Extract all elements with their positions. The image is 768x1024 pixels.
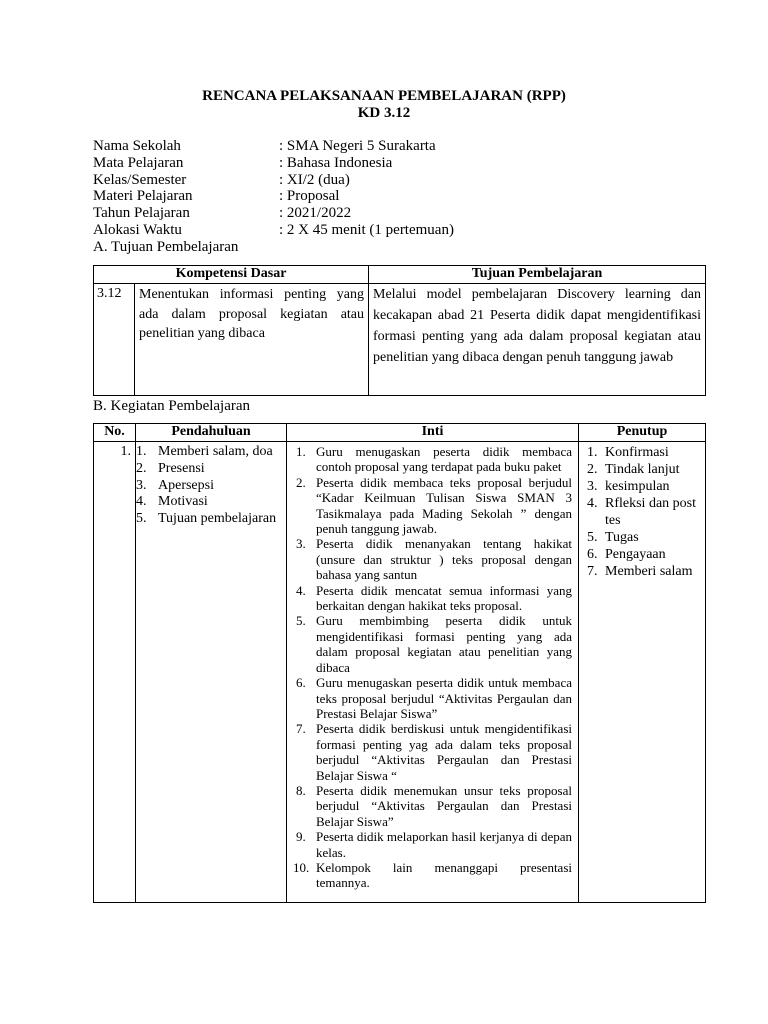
- list-item: [293, 721, 572, 783]
- list-item: [293, 444, 572, 475]
- list-text: Peserta didik menanyakan tentang hakikat (unsure dan struktur ) teks proposal dengan bahasa yang santun: [316, 536, 572, 583]
- identity-value: : SMA Negeri 5 Surakarta: [279, 138, 436, 154]
- list-number: 4.: [296, 582, 306, 598]
- list-text: Tindak lanjut: [605, 462, 680, 477]
- penutup-cell: [579, 442, 706, 903]
- list-item: [293, 675, 572, 721]
- list-item: [585, 478, 701, 495]
- list-number: 5.: [136, 511, 147, 527]
- learning-activities-table: [93, 423, 706, 903]
- list-number: 4.: [136, 494, 147, 510]
- list-number: 2.: [136, 460, 147, 476]
- column-header-no: No.: [94, 424, 136, 442]
- column-header-penutup: Penutup: [579, 424, 706, 442]
- list-text: Guru membimbing peserta didik untuk mengidentifikasi formasi penting yang ada dalam proposal kegiatan atau penelitian yang dibaca: [316, 613, 572, 675]
- list-item: [293, 613, 572, 675]
- list-item: [136, 444, 286, 461]
- identity-label: Tahun Pelajaran: [93, 205, 190, 222]
- section-a-heading: A. Tujuan Pembelajaran: [93, 239, 239, 255]
- list-number: 3.: [587, 479, 598, 494]
- list-text: Kelompok lain menanggapi presentasi temannya.: [316, 859, 572, 891]
- list-text: Presensi: [158, 460, 205, 476]
- column-header-pendahuluan: Pendahuluan: [136, 424, 287, 442]
- identity-label: Mata Pelajaran: [93, 154, 184, 171]
- list-item: [293, 783, 572, 829]
- list-item: [293, 536, 572, 582]
- list-text: Memberi salam, doa: [158, 444, 273, 459]
- table-header-row: [94, 424, 706, 442]
- list-text: Tujuan pembelajaran: [158, 511, 277, 527]
- list-number: 1.: [587, 445, 598, 460]
- list-number: 6.: [296, 675, 306, 691]
- identity-value: : 2 X 45 menit (1 pertemuan): [279, 221, 454, 238]
- identity-value: : Bahasa Indonesia: [279, 154, 393, 171]
- list-item: [293, 829, 572, 860]
- pendahuluan-list: [136, 444, 286, 528]
- penutup-list: [585, 444, 701, 580]
- list-item: [585, 563, 701, 580]
- list-item: [293, 475, 572, 537]
- list-text: Apersepsi: [158, 477, 214, 493]
- kd-text: Menentukan informasi penting yang ada dalam proposal kegiatan atau penelitian yang dibaca: [139, 287, 365, 341]
- list-number: 3.: [136, 477, 147, 493]
- list-item: [293, 583, 572, 614]
- list-number: 1.: [136, 444, 147, 459]
- column-header-inti: Inti: [287, 424, 579, 442]
- list-number: 4.: [587, 496, 598, 511]
- inti-cell: [287, 442, 579, 903]
- list-item: [293, 860, 572, 891]
- list-number: 7.: [296, 721, 306, 737]
- list-item: [136, 494, 286, 511]
- list-number: 9.: [296, 829, 306, 845]
- list-text: Guru menugaskan peserta didik untuk membaca teks proposal berjudul “Aktivitas Pergaulan dan Prestasi Belajar Siswa”: [316, 675, 572, 721]
- table-row: [94, 284, 706, 396]
- list-text: Peserta didik mencatat semua informasi yang berkaitan dengan hakikat teks proposal.: [316, 582, 572, 614]
- identity-value: : Proposal: [279, 188, 340, 205]
- list-number: 3.: [296, 536, 306, 552]
- table-header-row: [94, 266, 706, 284]
- list-item: [136, 478, 286, 495]
- list-text: Rfleksi dan post tes: [605, 496, 696, 528]
- list-number: 5.: [587, 530, 598, 545]
- list-number: 6.: [587, 547, 598, 562]
- section-b-heading: B. Kegiatan Pembelajaran: [93, 398, 251, 414]
- list-number: 8.: [296, 782, 306, 798]
- column-header-tujuan-pembelajaran: Tujuan Pembelajaran: [369, 266, 706, 284]
- list-item: [136, 511, 286, 528]
- list-text: Konfirmasi: [605, 445, 669, 460]
- identity-value: : XI/2 (dua): [279, 171, 350, 188]
- identity-label: Nama Sekolah: [93, 138, 181, 154]
- kd-description: [135, 284, 369, 396]
- list-item: [585, 461, 701, 478]
- learning-objectives-table: [93, 265, 706, 396]
- list-number: 5.: [296, 613, 306, 629]
- kd-number: 3.12: [94, 284, 135, 396]
- document-title: RENCANA PELAKSANAAN PEMBELAJARAN (RPP): [202, 88, 566, 104]
- list-text: Peserta didik membaca teks proposal berjudul “Kadar Keilmuan Tulisan Siswa SMAN 3 Tasikmalaya pada Mading Sekolah ” dengan penuh tanggung jawab.: [316, 474, 572, 537]
- list-number: 7.: [587, 564, 598, 579]
- list-item: [585, 444, 701, 461]
- list-item: [136, 461, 286, 478]
- row-number: 1.: [94, 442, 136, 903]
- list-number: 2.: [296, 474, 306, 490]
- list-text: Peserta didik berdiskusi untuk mengidentifikasi formasi penting yag ada dalam teks proposal berjudul “Aktivitas Pergaulan dan Prestasi Belajar Siswa “: [316, 721, 572, 783]
- list-number: 10.: [293, 859, 310, 875]
- table-row: [94, 442, 706, 903]
- list-item: [585, 546, 701, 563]
- list-text: kesimpulan: [605, 479, 670, 494]
- list-item: [585, 529, 701, 546]
- list-number: 1.: [296, 444, 306, 459]
- list-text: Peserta didik melaporkan hasil kerjanya di depan kelas.: [316, 829, 572, 860]
- list-number: 2.: [587, 462, 598, 477]
- identity-label: Materi Pelajaran: [93, 188, 193, 205]
- list-text: Motivasi: [158, 494, 208, 510]
- list-item: [585, 495, 701, 529]
- list-text: Tugas: [605, 530, 639, 545]
- document-subtitle: KD 3.12: [357, 105, 411, 121]
- list-text: Memberi salam: [605, 564, 693, 579]
- column-header-kompetensi-dasar: Kompetensi Dasar: [94, 266, 369, 284]
- identity-value: : 2021/2022: [279, 205, 352, 222]
- list-text: Peserta didik menemukan unsur teks proposal berjudul “Aktivitas Pergaulan dan Prestasi Belajar Siswa”: [316, 782, 572, 829]
- pendahuluan-cell: [136, 442, 287, 903]
- inti-list: [293, 444, 572, 891]
- identity-label: Alokasi Waktu: [93, 221, 182, 238]
- list-text: Pengayaan: [605, 547, 666, 562]
- learning-objective: Melalui model pembelajaran Discovery learning dan kecakapan abad 21 Peserta didik dapat mengidentifikasi formasi penting yang ada dalam proposal kegiatan atau penelitian yang dibaca dengan penuh tanggung jawab: [369, 284, 706, 396]
- list-text: Guru menugaskan peserta didik membaca contoh proposal yang terdapat pada buku paket: [316, 444, 572, 475]
- identity-label: Kelas/Semester: [93, 171, 187, 188]
